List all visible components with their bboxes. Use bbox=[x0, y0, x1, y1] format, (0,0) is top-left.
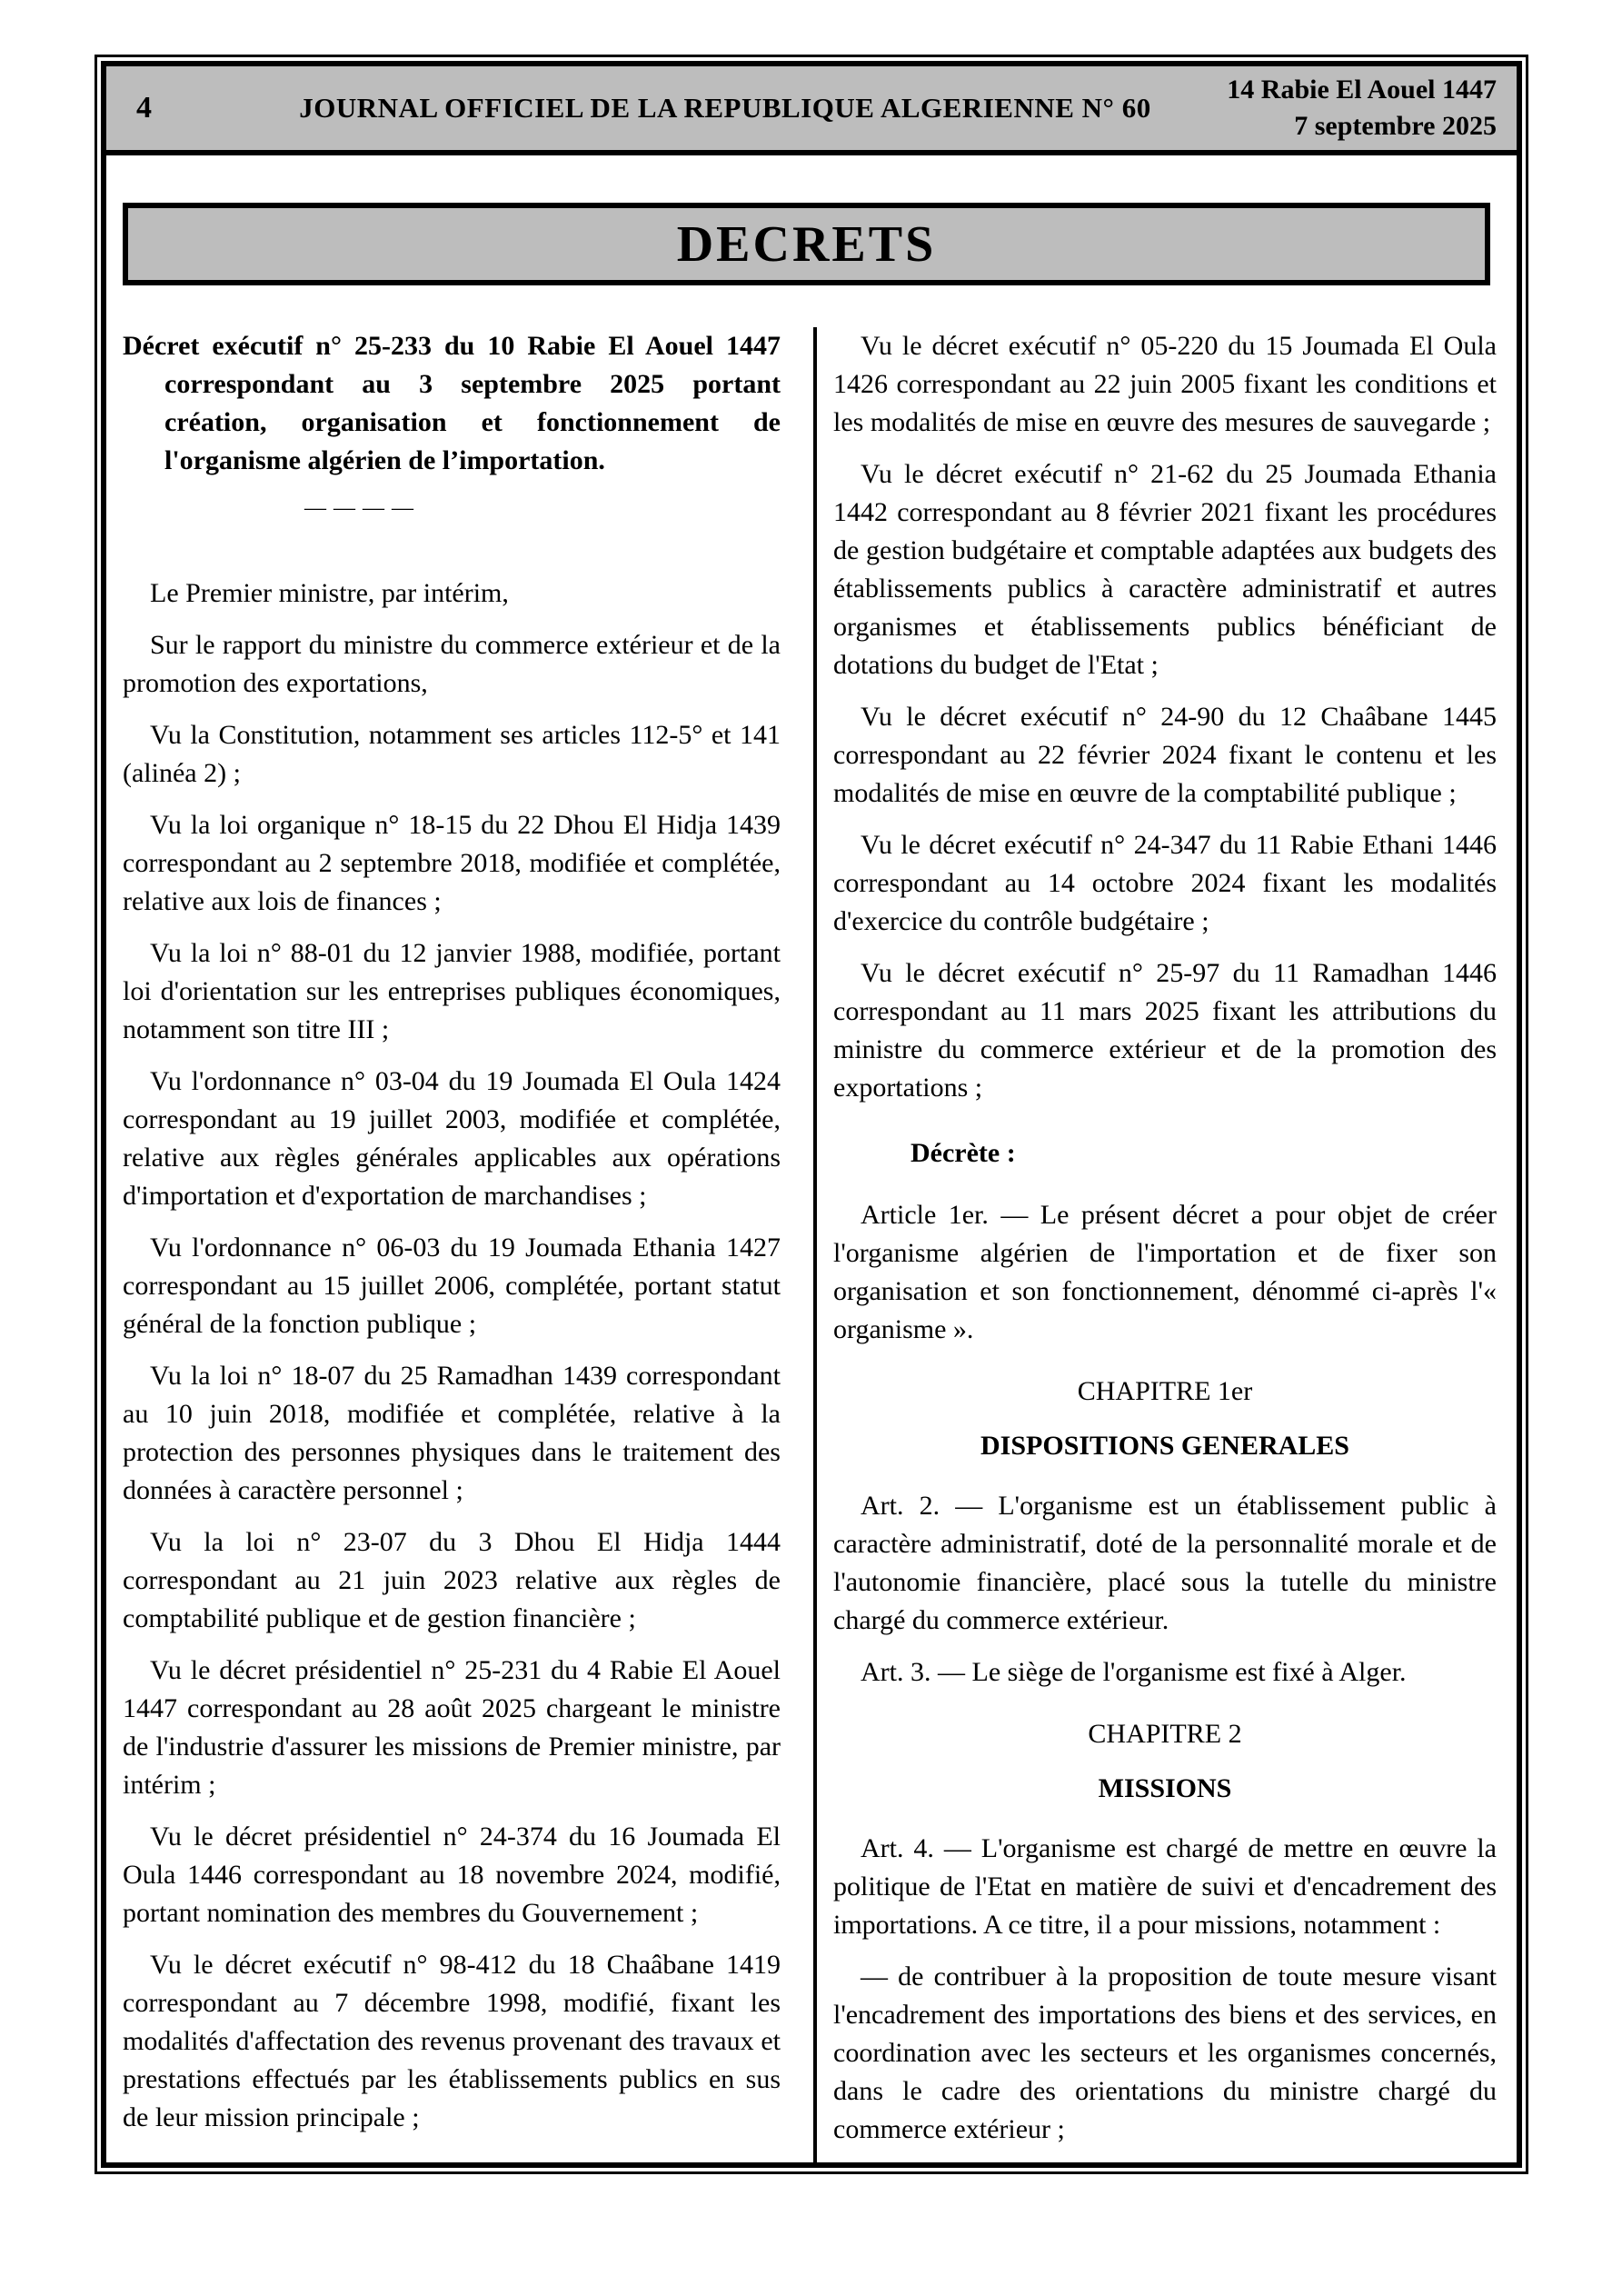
article-4: Art. 4. — L'organisme est chargé de mettre en œuvre la politique de l'Etat en matière de suivi et d'encadrement des importations. A ce titre, il a pour missions, notamment : bbox=[833, 1833, 1497, 1940]
article-3: Art. 3. — Le siège de l'organisme est fixé à Alger. bbox=[861, 1657, 1407, 1687]
issue-dates bbox=[1189, 72, 1517, 145]
chapter-2-title: MISSIONS bbox=[1098, 1773, 1232, 1803]
left-column bbox=[106, 327, 813, 2162]
paragraph: Vu l'ordonnance n° 03-04 du 19 Joumada El Oula 1424 correspondant au 19 juillet 2003, modifiée et complétée, relative aux règles générales applicables aux opérations d'importation et d'exportation de marchandises ; bbox=[123, 1066, 781, 1211]
journal-title: JOURNAL OFFICIEL DE LA REPUBLIQUE ALGERIENNE N° 60 bbox=[299, 92, 1151, 124]
article-2: Art. 2. — L'organisme est un établissement public à caractère administratif, doté de la personnalité morale et de l'autonomie financière, placé sous la tutelle du ministre chargé du commerce extérieur. bbox=[833, 1491, 1497, 1635]
paragraph: Vu le décret exécutif n° 98-412 du 18 Chaâbane 1419 correspondant au 7 décembre 1998, modifié, fixant les modalités d'affectation des revenus provenant des travaux et prestations effectués par les établissements publics en sus de leur mission principale ; bbox=[123, 1950, 781, 2132]
paragraph: Vu la loi n° 23-07 du 3 Dhou El Hidja 1444 correspondant au 21 juin 2023 relative aux règles de comptabilité publique et de gestion financière ; bbox=[123, 1527, 781, 1633]
paragraph: Sur le rapport du ministre du commerce extérieur et de la promotion des exportations, bbox=[123, 630, 781, 698]
chapter-1-title: DISPOSITIONS GENERALES bbox=[980, 1431, 1349, 1461]
header-band bbox=[106, 66, 1517, 155]
page-number: 4 bbox=[136, 91, 152, 125]
dash-separator: — — — — bbox=[304, 496, 414, 520]
paragraph: Vu le décret exécutif n° 24-347 du 11 Rabie Ethani 1446 correspondant au 14 octobre 2024 fixant les modalités d'exercice du contrôle budgétaire ; bbox=[833, 830, 1497, 936]
paragraph: Vu le décret présidentiel n° 25-231 du 4 Rabie El Aouel 1447 correspondant au 28 août 2025 chargeant le ministre de l'industrie d'assurer les missions de Premier ministre, par intérim ; bbox=[123, 1655, 781, 1800]
paragraph: Vu la Constitution, notamment ses articles 112-5° et 141 (alinéa 2) ; bbox=[123, 720, 781, 788]
page-frame-outer bbox=[95, 55, 1528, 2174]
chapter-1-heading: CHAPITRE 1er bbox=[1077, 1376, 1253, 1406]
paragraph: Vu le décret présidentiel n° 24-374 du 16 Joumada El Oula 1446 correspondant au 18 novembre 2024, modifié, portant nomination des membres du Gouvernement ; bbox=[123, 1822, 781, 1928]
paragraph: Vu le décret exécutif n° 05-220 du 15 Joumada El Oula 1426 correspondant au 22 juin 2005 fixant les conditions et les modalités de mise en œuvre des mesures de sauvegarde ; bbox=[833, 331, 1497, 437]
paragraph: Vu l'ordonnance n° 06-03 du 19 Joumada Ethania 1427 correspondant au 15 juillet 2006, complétée, portant statut général de la fonction publique ; bbox=[123, 1233, 781, 1339]
chapter-2-heading: CHAPITRE 2 bbox=[1088, 1719, 1242, 1749]
date-gregorian: 7 septembre 2025 bbox=[1294, 111, 1497, 141]
article-1: Article 1er. — Le présent décret a pour objet de créer l'organisme algérien de l'importation et de fixer son organisation et son fonctionnement, dénommé ci-après l'« organisme ». bbox=[833, 1200, 1497, 1344]
page-frame-inner bbox=[101, 61, 1522, 2168]
text-columns bbox=[106, 327, 1517, 2162]
paragraph: Vu le décret exécutif n° 25-97 du 11 Ramadhan 1446 correspondant au 11 mars 2025 fixant les attributions du ministre du commerce extérieur et de la promotion des exportations ; bbox=[833, 958, 1497, 1103]
section-banner bbox=[123, 203, 1490, 285]
paragraph: Vu la loi organique n° 18-15 du 22 Dhou El Hidja 1439 correspondant au 2 septembre 2018, modifiée et complétée, relative aux lois de finances ; bbox=[123, 810, 781, 916]
decrete-label: Décrète : bbox=[911, 1138, 1016, 1168]
date-hijri: 14 Rabie El Aouel 1447 bbox=[1227, 75, 1497, 105]
paragraph: Vu le décret exécutif n° 24-90 du 12 Chaâbane 1445 correspondant au 22 février 2024 fixant le contenu et les modalités de mise en œuvre de la comptabilité publique ; bbox=[833, 702, 1497, 808]
decree-title: Décret exécutif n° 25-233 du 10 Rabie El Aouel 1447 correspondant au 3 septembre 2025 portant création, organisation et fonctionnement de l'organisme algérien de l’importation. bbox=[123, 331, 781, 475]
paragraph: Le Premier ministre, par intérim, bbox=[150, 578, 509, 608]
right-column bbox=[817, 327, 1517, 2162]
paragraph: Vu la loi n° 18-07 du 25 Ramadhan 1439 correspondant au 10 juin 2018, modifiée et complétée, relative à la protection des personnes physiques dans le traitement des données à caractère personnel ; bbox=[123, 1361, 781, 1505]
section-banner-label: DECRETS bbox=[676, 215, 937, 273]
mission-item: — de contribuer à la proposition de toute mesure visant l'encadrement des importations des biens et des services, en coordination avec les secteurs et les organismes concernés, dans le cadre des orientations du ministre chargé du commerce extérieur ; bbox=[833, 1962, 1497, 2144]
paragraph: Vu la loi n° 88-01 du 12 janvier 1988, modifiée, portant loi d'orientation sur les entreprises publiques économiques, notamment son titre III ; bbox=[123, 938, 781, 1044]
paragraph: Vu le décret exécutif n° 21-62 du 25 Joumada Ethania 1442 correspondant au 8 février 2021 fixant les procédures de gestion budgétaire et comptable adaptées aux budgets des établissements publics à caractère administratif et autres organismes et établissements publics bénéficiant de dotations du budget de l'Etat ; bbox=[833, 459, 1497, 680]
